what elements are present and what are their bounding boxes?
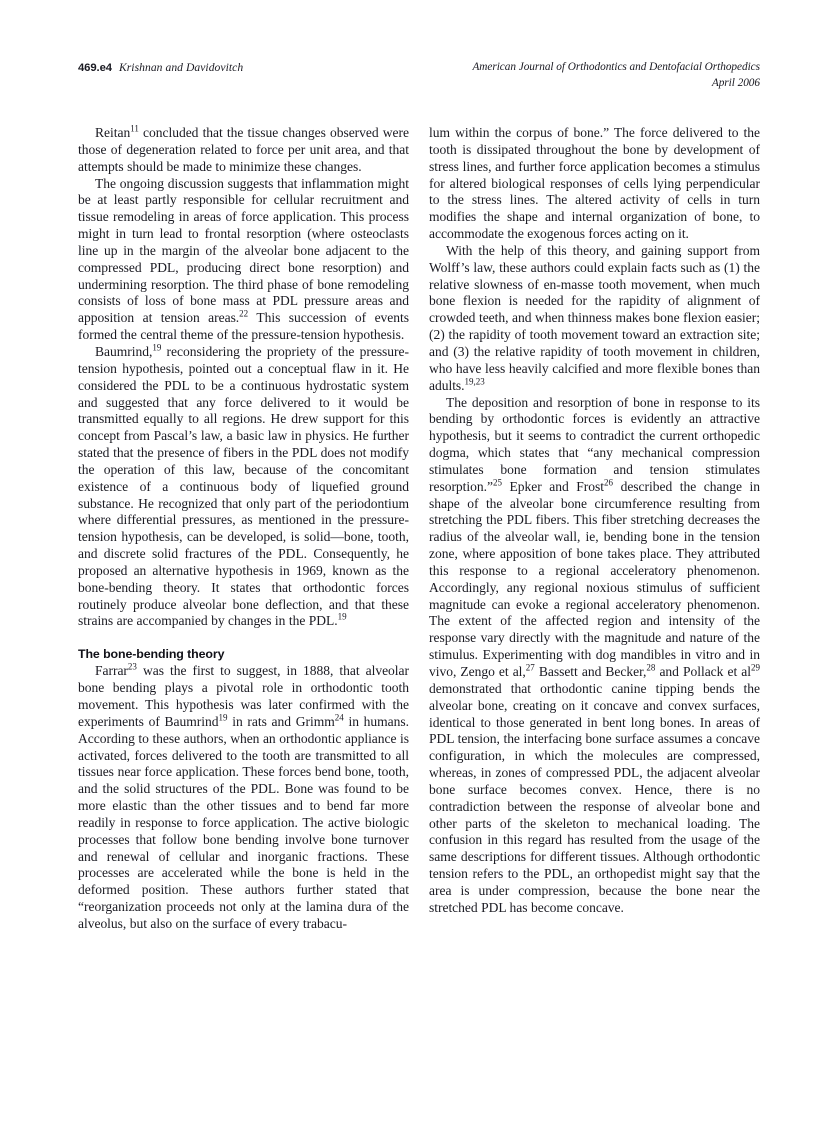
running-head <box>78 60 760 94</box>
section-heading-bone-bending-theory: The bone-bending theory <box>78 647 225 662</box>
citation-superscript: 19,23 <box>464 376 485 387</box>
paragraph-ongoing-discussion: The ongoing discussion suggests that inflammation might be at least partly responsible for cellular recruitment and tissue remodeling in areas of force application. This process might in turn lead to frontal resorption (where osteoclasts line up in the margin of the alveolar bone adjacent to the compressed PDL, producing direct bone resorption) and undermining resorption. The third phase of bone remodeling consists of loss of bone mass at PDL pressure areas and apposition at tension areas.$^{22}$ This succession of events formed the central theme of the pressure-tension hypothesis. <box>78 175 409 343</box>
citation-superscript: 19 <box>337 611 347 622</box>
journal-title: American Journal of Orthodontics and Dentofacial Orthopedics <box>472 61 760 73</box>
citation-superscript: 22 <box>239 308 249 319</box>
citation-superscript: 11 <box>130 123 139 134</box>
paragraph-baumrind: Baumrind,$^{19}$ reconsidering the propriety of the pressure-tension hypothesis, pointed out a conceptual flaw in it. He considered the PDL to be a continuous hydrostatic system and suggested that any force delivered to it would be transmitted equally to all regions. He drew support for this concept from Pascal’s law, a basic law in physics. He further stated that the presence of fibers in the PDL does not modify the operation of this law, because of the concomitant existence of a continuous body of liquefied ground substance. He recognized that only part of the periodontium where differential pressures, as mentioned in the pressure-tension hypothesis, can be developed, is solid—bone, tooth, and discrete solid fractures of the PDL. Consequently, he proposed an alternative hypothesis in 1969, known as the bone-bending theory. It states that orthodontic forces routinely produce alveolar bone deflection, and that these strains are accompanied by changes in the PDL.$^{19}$ <box>78 342 409 629</box>
issue-date: April 2006 <box>711 76 760 89</box>
column-left <box>78 125 409 933</box>
citation-superscript: 25 <box>492 477 502 488</box>
left-column-paragraphs <box>78 125 409 630</box>
running-head-left <box>78 60 243 76</box>
paragraph-wolff-law: With the help of this theory, and gaining support from Wolff’s law, these authors could explain facts such as (1) the relative slowness of en-masse tooth movement, when much bone flexion is needed for the rapidity of alignment of crowded teeth, and when thinness makes bone flexion easier; (2) the rapidity of tooth movement toward an extraction site; and (3) the relative rapidity of tooth movement in children, who have less heavily calcified and more flexible bones than adults.$^{19,23}$ <box>429 242 760 393</box>
citation-superscript: 19 <box>218 712 228 723</box>
citation-superscript: 26 <box>604 477 614 488</box>
left-column-paragraphs-after-heading <box>78 663 409 933</box>
column-right <box>429 125 760 917</box>
citation-superscript: 24 <box>334 712 344 723</box>
page-number: 469.e4 <box>78 62 112 74</box>
citation-superscript: 29 <box>750 662 760 673</box>
citation-superscript: 27 <box>525 662 535 673</box>
running-head-authors: Krishnan and Davidovitch <box>118 61 244 74</box>
paragraph-farrar: Farrar$^{23}$ was the first to suggest, in 1888, that alveolar bone bending plays a pivotal role in orthodontic tooth movement. This hypothesis was later confirmed with the experiments of Baumrind$^{19}$ in rats and Grimm$^{24}$ in humans. According to these authors, when an orthodontic appliance is activated, forces delivered to the tooth are transmitted to all tissues near force application. These forces bend bone, tooth, and the solid structures of the PDL. Bone was found to be more elastic than the other tissues and to bend far more readily in response to force application. The active biologic processes that follow bone bending involve bone turnover and renewal of cellular and inorganic fractions. These processes are accelerated while the bone is held in the deformed position. These authors further stated that “reorganization proceeds not only at the lamina dura of the alveolus, but also on the surface of every trabacu- <box>78 661 409 931</box>
running-head-right <box>472 60 760 91</box>
citation-superscript: 28 <box>646 662 656 673</box>
citation-superscript: 23 <box>127 661 137 672</box>
paragraph-deposition-resorption: The deposition and resorption of bone in response to its bending by orthodontic forces is evidently an attractive hypothesis, but it seems to contradict the current orthopedic dogma, which states that “any mechanical compression stimulates bone formation and tension stimulates resorption.”$^{25}$ Epker and Frost$^{26}$ described the change in shape of the alveolar bone circumference resulting from stretching the PDL fibers. This fiber stretching decreases the radius of the alveolar wall, ie, bending bone in the tension zone, where apposition of bone takes place. They attributed this response to a regional acceleratory phenomenon. Accordingly, any regional noxious stimulus of sufficient magnitude can evoke a regional acceleratory phenomenon. The extent of the affected region and intensity of the response vary directly with the magnitude and nature of the stimulus. Experimenting with dog mandibles in vitro and in vivo, Zengo et al,$^{27}$ Bassett and Becker,$^{28}$ and Pollack et $al^{29}$ demonstrated that orthodontic canine tipping bends the alveolar bone, creating on it concave and convex surfaces, identical to those generated in bent long bones. In areas of PDL tension, the interfacing bone surface assumes a concave configuration, in which the molecules are compressed, whereas, in zones of compressed PDL, the adjacent alveolar bone surface becomes convex. Hence, there is no contradiction between the response of alveolar bone and other parts of the skeleton to mechanical loading. The confusion in this regard has resulted from the usage of the same descriptions for different tissues. Although orthodontic tension refers to the PDL, an orthopedist might say that the area is under compression, because the bone near the stretched PDL has become concave. <box>429 394 760 915</box>
paragraph-reitan: Reitan$^{11}$ concluded that the tissue changes observed were those of degeneration related to force per unit area, and that attempts should be made to minimize these changes. <box>78 123 409 174</box>
right-column-paragraphs <box>429 125 760 917</box>
paragraph-corpus-of-bone: lum within the corpus of bone.” The force delivered to the tooth is dissipated throughout the bone by development of stress lines, and further force application becomes a stimulus for altered biological responses of cells lying perpendicular to the stress lines. The altered activity of cells in turn modifies the shape and internal organization of bone, to accommodate the exogenous forces acting on it. <box>429 125 760 242</box>
citation-superscript: 19 <box>152 342 162 353</box>
